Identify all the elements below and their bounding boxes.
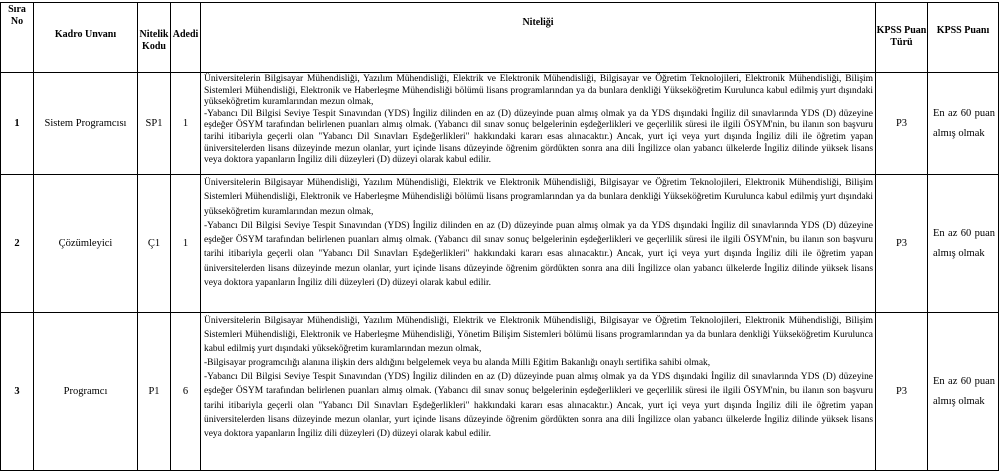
header-kadro-unvani: Kadro Unvanı bbox=[34, 3, 138, 73]
nitelik-paragraph: Üniversitelerin Bilgisayar Mühendisliği, Yazılım Mühendisliği, Elektrik ve Elektronik Mühendisliği, Bilgisayar ve Öğretim Teknolojileri, Elektronik Mühendisliği, Bilişim Sistemleri Mühendisliği, Elektronik ve Haberleşme Mühendisliği bölümü lisans programlarından ya da bunlara denkliği Yükseköğretim Kurulunca kabul edilmiş yurt dışındaki yükseköğretim kuramlarından mezun olmak, bbox=[204, 178, 873, 217]
nitelik-paragraph: Üniversitelerin Bilgisayar Mühendisliği, Yazılım Mühendisliği, Elektrik ve Elektronik Mühendisliği, Bilgisayar ve Öğretim Teknolojileri, Elektronik Mühendisliği, Bilişim Sistemleri Mühendisliği, Elektronik ve Haberleşme Mühendisliği, Yönetim Bilişim Sistemleri bölümü lisans programlarından ya da bunlara denkliği Yükseköğretim Kurulunca kabul edilmiş yurt dışındaki yükseköğretim kuramlarından mezun olmak, bbox=[204, 316, 873, 355]
table-row bbox=[1, 73, 999, 175]
cell-unvan: Çözümleyici bbox=[34, 175, 138, 313]
cell-puan-turu: P3 bbox=[876, 73, 928, 175]
header-kpss-puani: KPSS Puanı bbox=[928, 3, 999, 73]
nitelik-paragraph: -Yabancı Dil Bilgisi Seviye Tespit Sınavından (YDS) İngiliz dilinden en az (D) düzeyinde puan almış olmak ya da YDS dışındaki İngiliz dil sınavlarında YDS (D) düzeyine eşdeğer ÖSYM tarafından belirlenen puanları almış olmak. (Yabancı dil sınav sonuç belgelerinin eşdeğerlikleri ve geçerlilik süresi ile ilgili ÖSYM'nin, bu ilanın son başvuru tarihi itibariyla geçerli olan "Yabancı Dil Sınavları Eşdeğerlikleri" hakkındaki kararı esas alınacaktır.) Ancak, yurt içi veya yurt dışında İngiliz dili ile öğretim yapan üniversitelerden lisans düzeyinde mezun olanlar, yurt içinde lisans düzeyinde öğrenim gördükten sonra ana dili İngilizce olan yabancı ülkelerde İngiliz dilinde yüksek lisans veya doktora yapanların İngiliz dili düzeyleri (D) düzeyi olarak kabul edilir. bbox=[204, 220, 873, 289]
cell-nitelik bbox=[201, 175, 876, 313]
cell-adet: 1 bbox=[171, 175, 201, 313]
cell-puan-turu: P3 bbox=[876, 313, 928, 471]
cell-puan: En az 60 puan almış olmak bbox=[928, 313, 999, 471]
nitelik-paragraph: -Yabancı Dil Bilgisi Seviye Tespit Sınavından (YDS) İngiliz dilinden en az (D) düzeyinde puan almış olmak ya da YDS dışındaki İngiliz dil sınavlarında YDS (D) düzeyine eşdeğer ÖSYM tarafından belirlenen puanları almış olmak. (Yabancı dil sınav sonuç belgelerinin eşdeğerlikleri ve geçerlilik süresi ile ilgili ÖSYM'nin, bu ilanın son başvuru tarihi itibariyla geçerli olan "Yabancı Dil Sınavları Eşdeğerlikleri" hakkındaki kararı esas alınacaktır.) Ancak, yurt içi veya yurt dışında İngiliz dili ile öğretim yapan üniversitelerden lisans düzeyinde mezun olanlar, yurt içinde lisans düzeyinde öğrenim gördükten sonra ana dili İngilizce olan yabancı ülkelerde İngiliz dilinde yüksek lisans veya doktora yapanların İngiliz dili düzeyleri (D) düzeyi olarak kabul edilir. bbox=[204, 372, 873, 439]
cell-sira: 3 bbox=[1, 313, 34, 471]
nitelik-paragraph: Üniversitelerin Bilgisayar Mühendisliği, Yazılım Mühendisliği, Elektrik ve Elektronik Mühendisliği, Bilgisayar ve Öğretim Teknolojileri, Elektronik Mühendisliği, Bilişim Sistemleri Mühendisliği, Elektronik ve Haberleşme Mühendisliği bölümü lisans programlarından ya da bunlara denkliği Yükseköğretim Kurulunca kabul edilmiş yurt dışındaki yükseköğretim kuramlarından mezun olmak, bbox=[204, 74, 873, 108]
cell-kod: P1 bbox=[138, 313, 171, 471]
cell-adet: 6 bbox=[171, 313, 201, 471]
cell-puan-turu: P3 bbox=[876, 175, 928, 313]
nitelik-paragraph: -Yabancı Dil Bilgisi Seviye Tespit Sınavından (YDS) İngiliz dilinden en az (D) düzeyinde puan almış olmak ya da YDS dışındaki İngiliz dil sınavlarında YDS (D) düzeyine eşdeğer ÖSYM tarafından belirlenen puanları almış olmak. (Yabancı dil sınav sonuç belgelerinin eşdeğerlikleri ve geçerlilik süresi ile ilgili ÖSYM'nin, bu ilanın son başvuru tarihi itibariyla geçerli olan "Yabancı Dil Sınavları Eşdeğerlikleri" hakkındaki kararı esas alınacaktır.) Ancak, yurt içi veya yurt dışında İngiliz dili ile öğretim yapan üniversitelerden lisans düzeyinde mezun olanlar, yurt içinde lisans düzeyinde öğrenim gördükten sonra ana dili İngilizce olan yabancı ülkelerde İngiliz dilinde yüksek lisans veya doktora yapanların İngiliz dili düzeyleri (D) düzeyi olarak kabul edilir. bbox=[204, 108, 873, 166]
header-row bbox=[1, 3, 999, 73]
cell-puan: En az 60 puan almış olmak bbox=[928, 73, 999, 175]
cell-unvan: Programcı bbox=[34, 313, 138, 471]
table-row bbox=[1, 313, 999, 471]
header-niteligi: Niteliği bbox=[201, 3, 876, 73]
kadro-table bbox=[0, 2, 999, 471]
cell-kod: SP1 bbox=[138, 73, 171, 175]
cell-puan: En az 60 puan almış olmak bbox=[928, 175, 999, 313]
header-kpss-puan-turu: KPSS Puan Türü bbox=[876, 3, 928, 73]
cell-sira: 2 bbox=[1, 175, 34, 313]
header-adedi: Adedi bbox=[171, 3, 201, 73]
cell-nitelik bbox=[201, 73, 876, 175]
cell-sira: 1 bbox=[1, 73, 34, 175]
table-row bbox=[1, 175, 999, 313]
header-nitelik-kodu: Nitelik Kodu bbox=[138, 3, 171, 73]
cell-kod: Ç1 bbox=[138, 175, 171, 313]
cell-nitelik bbox=[201, 313, 876, 471]
cell-adet: 1 bbox=[171, 73, 201, 175]
header-sira-no: Sıra No bbox=[1, 3, 34, 73]
nitelik-paragraph: -Bilgisayar programcılığı alanına ilişkin ders aldığını belgelemek veya bu alanda Milli Eğitim Bakanlığı onaylı sertifika sahibi olmak, bbox=[204, 358, 711, 369]
cell-unvan: Sistem Programcısı bbox=[34, 73, 138, 175]
